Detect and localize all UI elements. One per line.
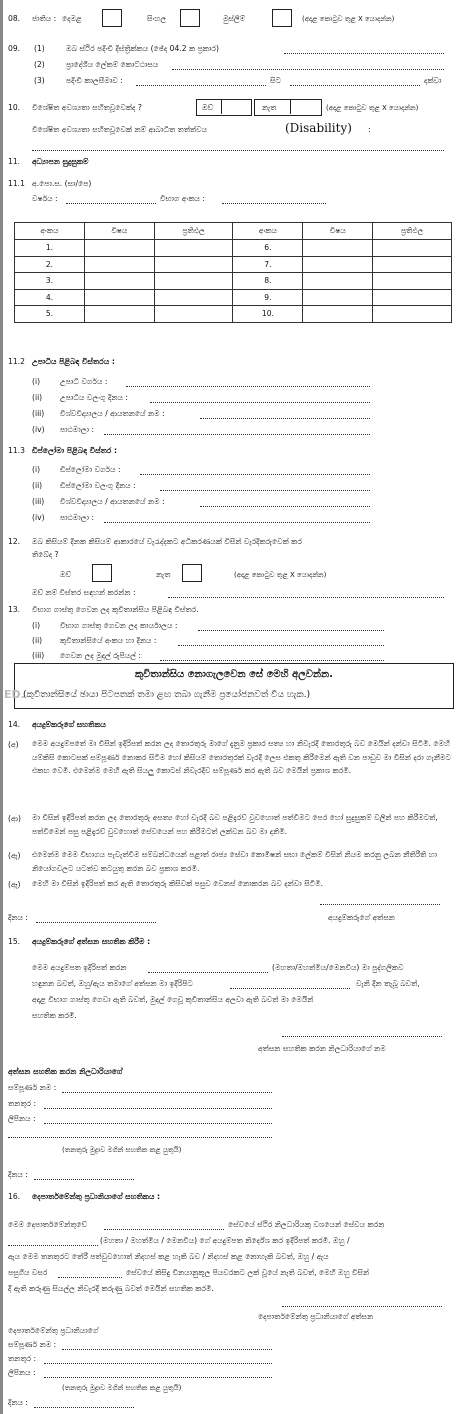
- table-row: [15, 273, 452, 290]
- q08-sinhala-checkbox[interactable]: [180, 9, 200, 27]
- header-no-right: අංකය: [233, 223, 303, 240]
- row-number: 8.: [233, 273, 303, 290]
- q08-tamil-checkbox[interactable]: [102, 9, 122, 27]
- q12-detail-field[interactable]: [168, 597, 444, 598]
- q09-period-to-field[interactable]: [290, 85, 420, 86]
- q13-number: 13.: [8, 605, 21, 614]
- q111-index-label: විභාග අංකය :: [160, 194, 205, 203]
- q10-yes-checkbox[interactable]: [221, 99, 251, 114]
- q13-receipt-no-label: කුවිතාන්සියේ අංකය හා දිනය :: [60, 636, 157, 645]
- q111-year-label: වර්ෂය :: [32, 194, 58, 203]
- q113-subjects-field[interactable]: [104, 522, 370, 523]
- q10-label: විශේෂිත අවශ්‍යතා සහිතවූවෙක්ද ?: [32, 103, 142, 112]
- table-row: [15, 240, 452, 257]
- row-number: 10.: [233, 306, 303, 323]
- q113-diploma-type-field[interactable]: [140, 474, 370, 475]
- table-row: [15, 256, 452, 273]
- paste-receipt-title: කුවිතාන්සිය නොගැලවෙන සේ මෙහි අලවන්න.: [135, 669, 333, 680]
- q08-option-muslim: මුස්ලිම්: [223, 14, 246, 23]
- q15-line1-start: මෙම අයදුම්පත ඉදිරිපත් කරන: [32, 963, 127, 972]
- q13-amount-label: ගෙවන ලද මුදල් රුපියල් :: [60, 651, 141, 660]
- q14-title: අයදුම්කරුගේ සහතිකය: [32, 720, 106, 729]
- q14-declaration-aa: මා විසින් ඉදිරිපත් කරන ලද තොරතුරු අසත්‍ය හෝ වැරදි බව පළිදැරව් වුවහොත් පත්වීමට පෙර හෝ සුදුසුකම් වලින් පහ කිරීමටත්, පත්වීමෙන් පසු පළිදැරව් වුවහොත් සේවයෙන් පහ කිරීමටත් ලක්වන බව මා දනිමි.: [32, 813, 438, 836]
- q112-degree-date-field[interactable]: [150, 402, 370, 403]
- q13-title: විභාග ගාස්තු ගෙවන ලද කුවිතාන්සිය පිළිබඳ විස්තර.: [32, 605, 199, 614]
- q10-no-label: නැත: [262, 103, 277, 112]
- q111-label: අ.පො.ස. (සා/පෙ): [32, 179, 92, 188]
- q113-number: 11.3: [8, 446, 25, 455]
- q10-number: 10.: [8, 103, 21, 112]
- certifier-post-field[interactable]: [44, 1108, 272, 1109]
- header-result-right: ප්‍රතිඵල: [373, 223, 452, 240]
- q09-district-label: ඔබ ස්ථිර පදිංචි දිස්ත්‍රික්කය (ඡේද 04.2 ක ප්‍රකාර): [66, 44, 219, 53]
- q113-university-field[interactable]: [200, 506, 370, 507]
- q113-iii-number: (iii): [32, 497, 45, 506]
- q16-line2: (මහතා / මහත්මිය / මෙනවිය) ගේ අයදුම්පත නිර්දේශ කර ඉදිරිපත් කරමි. ඔහු /: [100, 1236, 350, 1245]
- subject-cell[interactable]: [303, 289, 373, 306]
- q112-iv-number: (iv): [32, 425, 45, 434]
- q09-residence-period-label: පදිංචි කාලසීමාව :: [66, 76, 123, 85]
- q15-applicant-name-field[interactable]: [148, 972, 268, 973]
- certifier-address-field-2[interactable]: [8, 1137, 272, 1138]
- q09-from-label: සිට: [270, 76, 281, 85]
- certifier-name-field[interactable]: [62, 1092, 272, 1093]
- q14-aee-number: (ඈ): [8, 880, 21, 889]
- row-number: 5.: [15, 306, 85, 323]
- q09-to-label: දක්වා: [424, 76, 442, 85]
- subject-cell[interactable]: [303, 256, 373, 273]
- q13-office-field[interactable]: [198, 630, 384, 631]
- row-number: 4.: [15, 289, 85, 306]
- head-details-title: දෙපාර්තමේන්තු ප්‍රධානියාගේ: [8, 1326, 99, 1335]
- q08-option-tamil: දෙමළ: [62, 14, 82, 23]
- q16-line3: ඇය මෙම තනතුරට තේරී පත්වුවහොත් නිදහස් කළ හැකි බව / නිදහස් කළ නොහැකි බවත්, ඔහු / ඇය: [8, 1252, 329, 1261]
- result-cell[interactable]: [373, 289, 452, 306]
- certifier-address-label: ලිපිනය :: [8, 1114, 36, 1123]
- q16-years-field[interactable]: [58, 1277, 122, 1278]
- q113-diploma-date-label: ඩිප්ලෝමා වලංගු දිනය :: [60, 481, 136, 490]
- q12-note: (අදාළ කොටුව තුළ X යොදන්න): [234, 571, 327, 579]
- ol-results-table: [14, 222, 452, 323]
- q16-title: දෙපාර්තමේන්තු ප්‍රධානියාගේ සහතිකය :: [32, 1192, 161, 1201]
- q113-title: ඩිප්ලෝමා පිළිබඳ විස්තර :: [32, 446, 118, 455]
- certifier-signature-field[interactable]: [282, 1036, 442, 1037]
- q11-title: අධ්‍යාපන සුදුසුකම්: [32, 157, 89, 166]
- q09-period-from-field[interactable]: [136, 85, 266, 86]
- q15-line2-end: වැනි දින තැබූ බවත්,: [356, 979, 420, 988]
- q112-title: උපාධිය පිළිබඳ විස්තරය :: [32, 357, 115, 366]
- applicant-signature-label: අයදුම්කරුගේ අත්සන: [328, 913, 395, 922]
- q14-date-field[interactable]: [36, 922, 156, 923]
- q08-muslim-checkbox[interactable]: [272, 9, 292, 27]
- q09-ds-division-label: ප්‍රාදේශීය ලේකම් කොට්ඨාසය: [66, 60, 159, 69]
- q09-district-field[interactable]: [284, 53, 444, 54]
- q16-number: 16.: [8, 1192, 21, 1201]
- q16-line5: දී ඇති කරුණු සියල්ල නිවැරදි කරුණු බවත් මෙයින් සහතික කරමි.: [8, 1284, 214, 1293]
- q14-declaration-a: මෙම අයදුම්පතේ මා විසින් ඉදිරිපත් කරන ලද තොරතුරු මාගේ දැනුම ප්‍රකාර සත්‍ය හා නිවැරදි තොරතුරු බව මෙයින් දන්වා සිටිමි. මෙහි යම්කිසි කොටසක් සම්පූර්ණ නොකර සිටීම හෝ කිසියම් තොරතුරක් වැරදි ලෙස එකතු කිරීමෙන් ඇති වන පාඩුව මා විසින් දරා ගැනීමට එකඟ වෙමි. එමෙන්ම මෙහි ඇති සියලු කොටස් නිවැරදිව සම්පූර්ණ කර ඇති බව මෙයින් ප්‍රකාශ කරමි.: [32, 739, 451, 776]
- certifier-signature-label: අත්සන සහතික කරන නිලධාරියාගේ නම: [258, 1044, 386, 1053]
- subject-cell[interactable]: [84, 273, 154, 290]
- q10-colon: :: [368, 125, 371, 134]
- row-number: 9.: [233, 289, 303, 306]
- subject-cell[interactable]: [84, 256, 154, 273]
- q13-office-label: විභාග ගාස්තු ගෙවන ලද කාර්යාලය :: [60, 621, 178, 630]
- subject-cell[interactable]: [303, 306, 373, 323]
- q12-yes-label: ඔව්: [60, 570, 72, 579]
- head-signature-field[interactable]: [282, 1306, 442, 1307]
- q09-item-3-number: (3): [34, 76, 45, 85]
- q12-number: 12.: [8, 537, 21, 546]
- q112-degree-type-label: උපාධි වර්ගය :: [60, 377, 108, 386]
- q15-line4: සහතික කරමි.: [32, 1011, 77, 1020]
- result-cell[interactable]: [154, 256, 233, 273]
- row-number: 7.: [233, 256, 303, 273]
- q113-subjects-label: පාඨමාලා :: [60, 513, 95, 522]
- q16-line1-start: මෙම දෙපාර්තමේන්තුවේ: [8, 1220, 88, 1229]
- paste-receipt-box: [14, 663, 454, 709]
- q112-degree-date-label: උපාධිය වලංගු දිනය :: [60, 393, 128, 402]
- q112-number: 11.2: [8, 357, 25, 366]
- subject-cell[interactable]: [84, 289, 154, 306]
- margin-stamp-text: ED.: [4, 688, 25, 701]
- certifier-name-label: සම්පූර්ණ නම :: [8, 1083, 57, 1092]
- q10-yes-label: ඔව්: [202, 103, 214, 112]
- q16-officer-name-field[interactable]: [8, 1245, 98, 1246]
- q16-line4-end: සේවයේ කිසිදු විනයානුකූල පියවරකට ලක් වූයේ නැති බවත්, මෙහි ඔහු විසින්: [126, 1268, 370, 1277]
- header-subject-left: විෂය: [84, 223, 154, 240]
- head-name-field[interactable]: [62, 1349, 272, 1350]
- head-post-field[interactable]: [44, 1363, 272, 1364]
- q113-diploma-date-field[interactable]: [160, 490, 370, 491]
- row-number: 2.: [15, 256, 85, 273]
- q112-ii-number: (ii): [32, 393, 43, 402]
- q112-subjects-label: පාඨමාලා :: [60, 425, 95, 434]
- results-header-row: [15, 223, 452, 240]
- row-number: 1.: [15, 240, 85, 257]
- head-signature-label: දෙපාර්තමේන්තු ප්‍රධානියාගේ අත්සන: [258, 1312, 374, 1321]
- q15-number: 15.: [8, 937, 21, 946]
- certifier-title: අත්සන සහතික කරන නිලධාරියාගේ: [8, 1067, 123, 1076]
- q113-ii-number: (ii): [32, 481, 43, 490]
- paste-receipt-note: (කුවිතාන්සියේ ඡායා පිටපතක් තමා ළඟ තබා ගැනීම ප්‍රයෝජනවත් විය හැක.): [23, 690, 311, 700]
- q14-date-label: දිනය :: [8, 913, 28, 922]
- scan-edge: [0, 0, 3, 1414]
- q16-department-field[interactable]: [104, 1229, 224, 1230]
- q10-note: (අදාළ කොටුව තුළ X යොදන්න): [326, 104, 419, 112]
- header-result-left: ප්‍රතිඵල: [154, 223, 233, 240]
- q113-diploma-type-label: ඩිප්ලෝමා වර්ගය :: [60, 465, 121, 474]
- q12-question-line2: තිබේද ?: [32, 550, 59, 559]
- result-cell[interactable]: [373, 273, 452, 290]
- q12-no-label: නැත: [156, 570, 171, 579]
- certifier-post-label: තනතුර :: [8, 1099, 37, 1108]
- head-address-label: ලිපිනය :: [8, 1368, 36, 1377]
- q14-number: 14.: [8, 720, 21, 729]
- subject-cell[interactable]: [84, 306, 154, 323]
- applicant-signature-field[interactable]: [320, 904, 440, 905]
- q112-iii-number: (iii): [32, 409, 45, 418]
- q112-degree-type-field[interactable]: [126, 386, 370, 387]
- result-cell[interactable]: [154, 289, 233, 306]
- q112-university-label: විශ්වවිද්‍යාලය / ආයතනයේ නම :: [60, 409, 165, 418]
- q14-a-number: (අ): [8, 740, 19, 749]
- q12-question-line1: ඔබ කිසියම් දිනක කිසියම් ආකාරයේ වැරැද්දකට අධිකරණයක් විසින් වැරදිකරුවෙක් කර: [32, 537, 302, 546]
- q09-item-2-number: (2): [34, 60, 45, 69]
- q113-i-number: (i): [32, 465, 41, 474]
- q111-number: 11.1: [8, 179, 25, 188]
- q13-amount-field[interactable]: [160, 660, 384, 661]
- certifier-date-field[interactable]: [34, 1179, 134, 1180]
- q113-iv-number: (iv): [32, 513, 45, 522]
- subject-cell[interactable]: [84, 240, 154, 257]
- subject-cell[interactable]: [303, 240, 373, 257]
- certifier-seal-note: (තනතුරු මුද්‍රාව මගින් සහතික කළ යුතුයි): [62, 1146, 182, 1154]
- row-number: 6.: [233, 240, 303, 257]
- q14-aa-number: (ආ): [8, 814, 21, 823]
- q13-i-number: (i): [32, 621, 41, 630]
- result-cell[interactable]: [154, 306, 233, 323]
- q10-disability-english: (Disability): [285, 121, 352, 135]
- q16-line1-end: සේවයේ ස්ථිර නිලධාරියකු වශයෙන් සේවය කරන: [228, 1220, 385, 1229]
- q08-note: (අදාළ කොටුව තුළ X යොදන්න): [302, 15, 395, 23]
- q15-line3: අදාළ විභාග ගාස්තු ගෙවා ඇති බවත්, මුදල් ගෙවූ කුවිතාන්සිය අලවා ඇති බවත් මා මෙයින්: [32, 995, 314, 1004]
- q08-option-sinhala: සිංහල: [147, 14, 167, 23]
- head-date-field[interactable]: [34, 1407, 134, 1408]
- q13-iii-number: (iii): [32, 651, 45, 660]
- q12-no-checkbox[interactable]: [182, 564, 202, 582]
- q113-university-label: විශ්වවිද්‍යාලය / ආයතනයේ නම :: [60, 497, 165, 506]
- header-no-left: අංකය: [15, 223, 85, 240]
- q10-disability-field[interactable]: [32, 150, 444, 151]
- q15-line1-end: (මහතා/මහත්මිය/මෙනවිය) මා පුද්ගලිකව: [272, 963, 404, 972]
- table-row: [15, 306, 452, 323]
- q111-index-field[interactable]: [222, 203, 326, 204]
- q112-subjects-field[interactable]: [104, 434, 370, 435]
- q15-title: අයදුම්කරුගේ අත්සන සහතික කිරීම :: [32, 937, 151, 946]
- head-address-field[interactable]: [44, 1377, 272, 1378]
- q13-receipt-no-field[interactable]: [178, 645, 384, 646]
- result-cell[interactable]: [373, 306, 452, 323]
- header-subject-right: විෂය: [303, 223, 373, 240]
- row-number: 3.: [15, 273, 85, 290]
- subject-cell[interactable]: [303, 273, 373, 290]
- q12-yes-checkbox[interactable]: [92, 564, 112, 582]
- q11-number: 11.: [8, 157, 21, 166]
- q111-year-field[interactable]: [66, 203, 156, 204]
- q14-declaration-aee: මෙහි මා විසින් ඉදිරිපත් කර ඇති තොරතුරු කිසිවක් පසුව වෙනස් නොකරන බව දන්වා සිටිමි.: [32, 879, 323, 888]
- head-date-label: දිනය :: [8, 1398, 28, 1407]
- q14-declaration-ae: එමෙන්ම මෙම විභාගය පැවැත්වීම සම්බන්ධයෙන් පළාත් රාජ්‍ය සේවා කොමිෂන් සභා ලේකම් විසින් නියම කරනු ලබන නීතිරීති හා නියෝගවලට යටත්ව කටයුතු කරන බව ප්‍රකාශ කරමි.: [32, 850, 438, 873]
- q12-detail-label: ඔව් නම් විස්තර සඳහන් කරන්න :: [32, 588, 136, 597]
- result-cell[interactable]: [154, 240, 233, 257]
- head-seal-note: (තනතුරු මුද්‍රාව මගින් සහතික කළ යුතුයි): [62, 1384, 182, 1392]
- head-post-label: තනතුර :: [8, 1354, 37, 1363]
- q112-i-number: (i): [32, 377, 41, 386]
- q14-ae-number: (ඇ): [8, 851, 21, 860]
- q13-ii-number: (ii): [32, 636, 43, 645]
- q10-no-checkbox[interactable]: [290, 99, 321, 114]
- q15-line2-start: හඳුනන බවත්, ඔහු/ඇය තමාගේ අත්සන මා ඉදිරිපිට: [32, 979, 193, 988]
- table-row: [15, 289, 452, 306]
- result-cell[interactable]: [373, 256, 452, 273]
- certifier-address-field[interactable]: [44, 1123, 272, 1124]
- result-cell[interactable]: [154, 273, 233, 290]
- result-cell[interactable]: [373, 240, 452, 257]
- q09-number: 09.: [8, 44, 21, 53]
- q09-item-1-number: (1): [34, 44, 45, 53]
- q10-disability-prompt: විශේෂිත අවශ්‍යතා සහිතවූවෙක් නම් ආබාධිත තත්ත්වය: [32, 125, 208, 134]
- q09-ds-division-field[interactable]: [172, 69, 444, 70]
- q08-number: 08.: [8, 14, 21, 23]
- certifier-date-label: දිනය :: [8, 1170, 28, 1179]
- q08-label: ජාතිය :: [32, 14, 57, 23]
- q112-university-field[interactable]: [200, 418, 370, 419]
- q15-signed-date-field[interactable]: [230, 988, 350, 989]
- q16-line4-start: පසුගිය වසර: [8, 1268, 48, 1277]
- head-name-label: සම්පූර්ණ නම :: [8, 1340, 57, 1349]
